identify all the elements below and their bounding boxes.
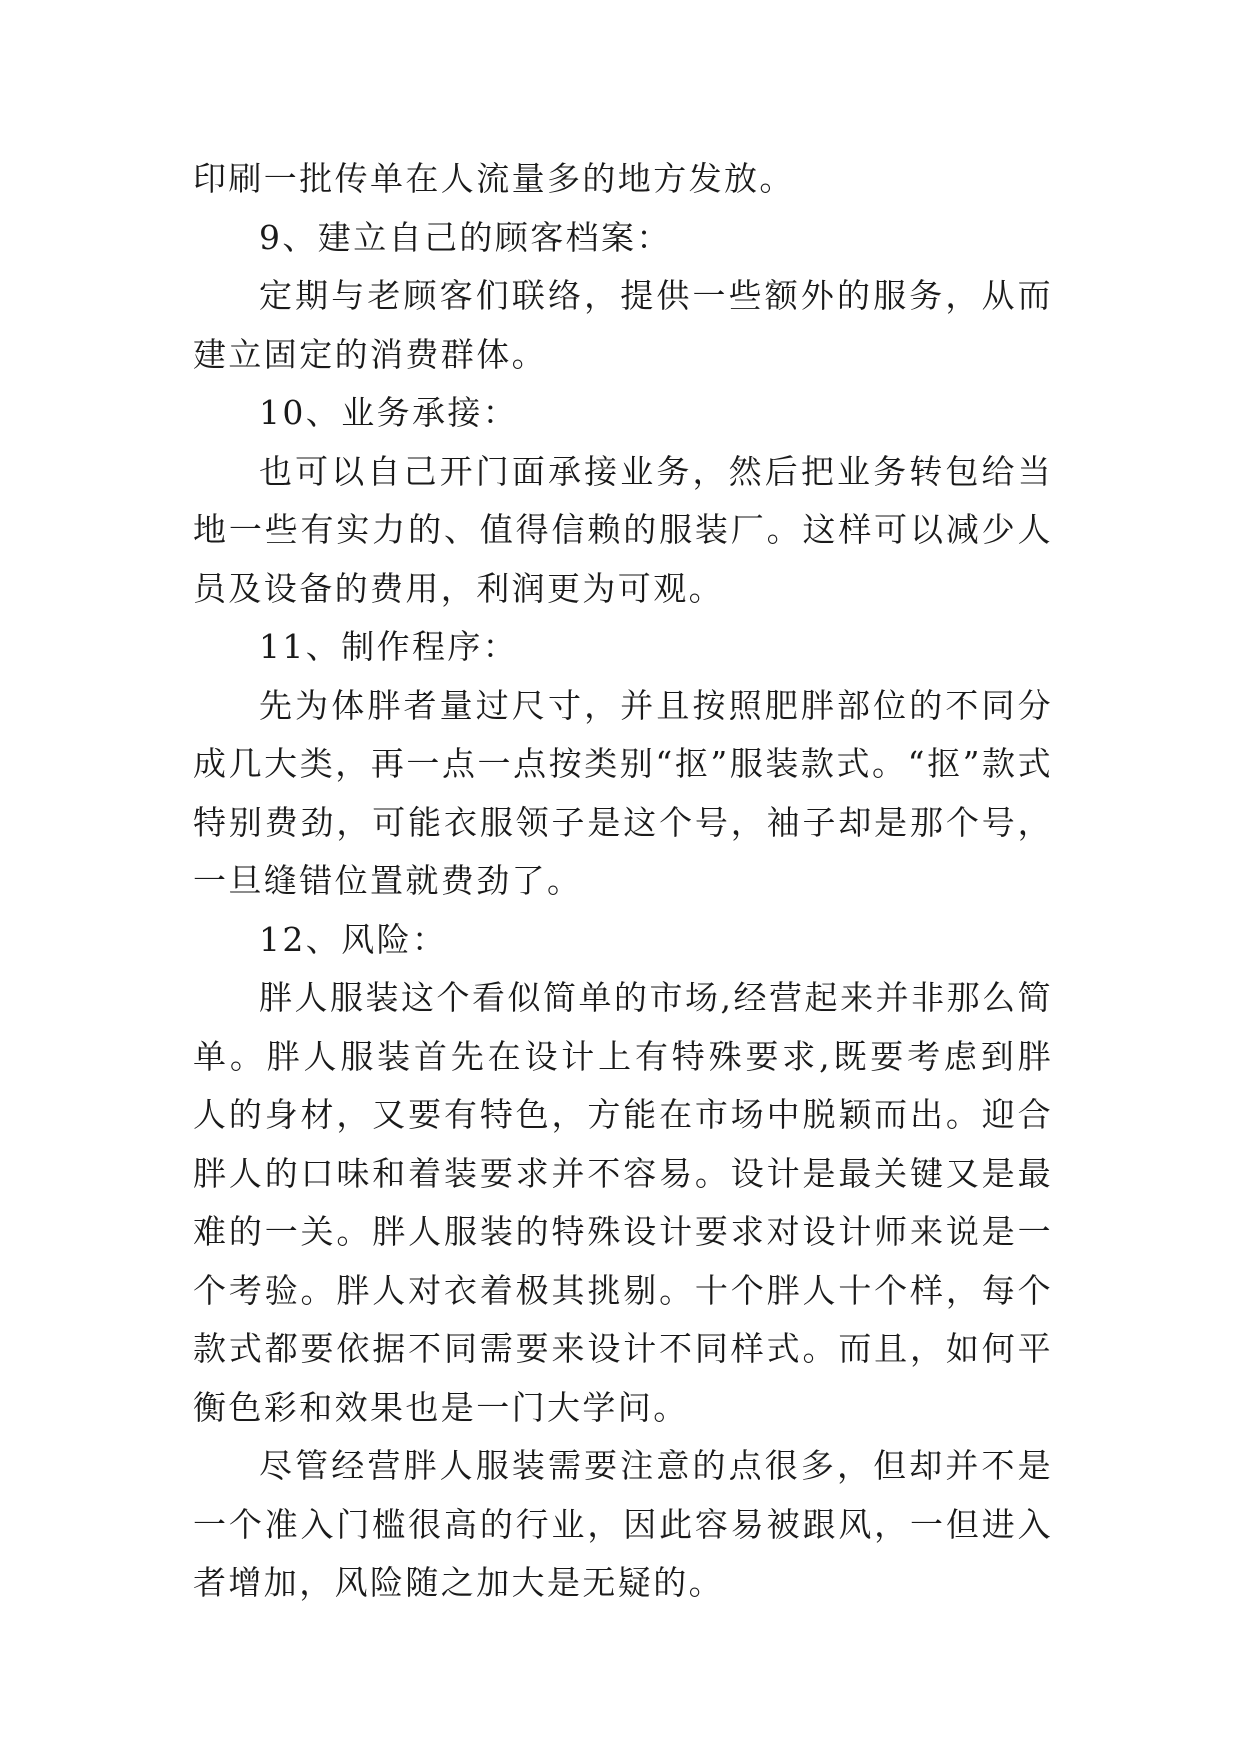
- heading-production-process: 11、制作程序：: [259, 627, 519, 666]
- heading-business-undertaking: 10、业务承接：: [259, 393, 519, 432]
- heading-customer-records: 9、建立自己的顾客档案：: [259, 217, 672, 257]
- heading-risk: 12、风险：: [259, 919, 448, 959]
- paragraph-production-process: 先为体胖者量过尺寸，并且按照肥胖部位的不同分成几大类，再一点一点按类别“抠”服装款式。“抠”款式特别费劲，可能衣服领子是这个号，袖子却是那个号，一旦缝错位置就费劲了。: [193, 685, 1053, 900]
- paragraph-customer-records: 定期与老顾客们联络，提供一些额外的服务，从而建立固定的消费群体。: [193, 276, 1053, 374]
- paragraph-business-undertaking: 也可以自己开门面承接业务，然后把业务转包给当地一些有实力的、值得信赖的服装厂。这样可以减少人员及设备的费用，利润更为可观。: [193, 451, 1053, 608]
- paragraph-conclusion: 尽管经营胖人服装需要注意的点很多，但却并不是一个准入门槛很高的行业，因此容易被跟风，一但进入者增加，风险随之加大是无疑的。: [193, 1446, 1053, 1602]
- paragraph-flyer-continuation: 印刷一批传单在人流量多的地方发放。: [193, 159, 795, 198]
- paragraph-risk: 胖人服装这个看似简单的市场,经营起来并非那么简单。胖人服装首先在设计上有特殊要求,既要考虑到胖人的身材，又要有特色，方能在市场中脱颖而出。迎合胖人的口味和着装要求并不容易。设计是最关键又是最难的一关。胖人服装的特殊设计要求对设计师来说是一个考验。胖人对衣着极其挑剔。十个胖人十个样，每个款式都要依据不同需要来设计不同样式。而且，如何平衡色彩和效果也是一门大学问。: [193, 978, 1053, 1427]
- document-page: [193, 150, 1053, 1613]
